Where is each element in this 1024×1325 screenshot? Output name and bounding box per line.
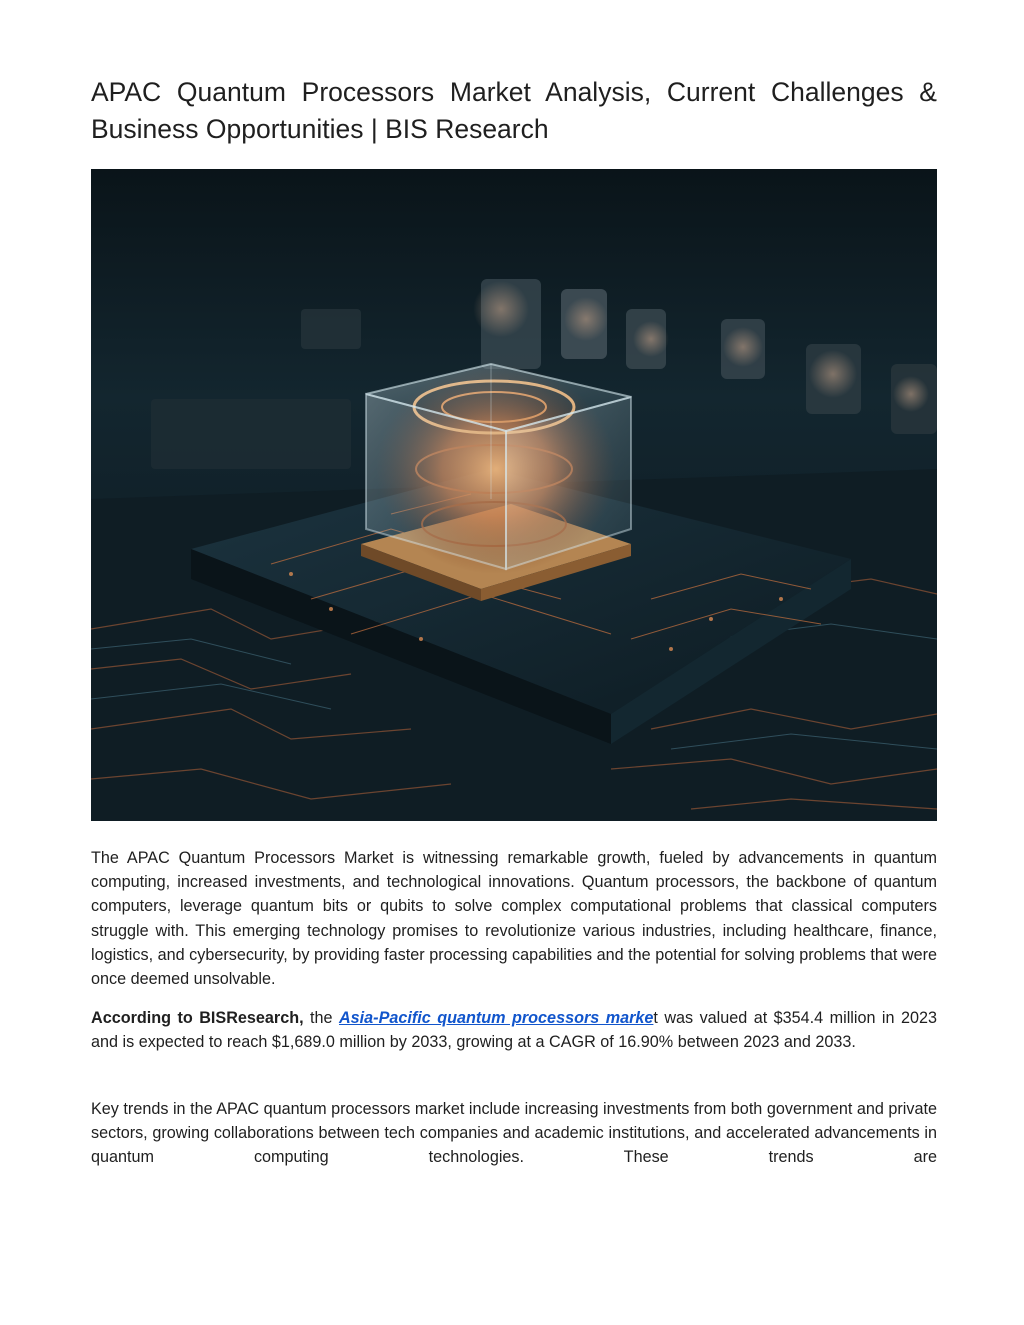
quantum-processor-chip-icon bbox=[91, 169, 937, 821]
hero-image bbox=[91, 169, 937, 821]
document-page bbox=[91, 74, 937, 1167]
stats-lead: According to BISResearch, bbox=[91, 1009, 304, 1027]
stats-pre-link: the bbox=[303, 1009, 339, 1027]
intro-paragraph: The APAC Quantum Processors Market is witnessing remarkable growth, fueled by advancements in quantum computing, increased investments, and technological innovations. Quantum processors, the backbone of quantum computers, leverage quantum bits or qubits to solve complex computational problems that classical computers struggle with. This emerging technology promises to revolutionize various industries, including healthcare, finance, logistics, and cybersecurity, by providing faster processing capabilities and the potential for solving problems that were once deemed unsolvable. bbox=[91, 849, 937, 989]
stats-paragraph bbox=[91, 1006, 937, 1054]
document-title: APAC Quantum Processors Market Analysis, Current Challenges & Business Opportunities | BIS Research bbox=[91, 77, 937, 144]
stats-post-link: t was valued at $354.4 million in 2023 and is expected to reach $1,689.0 million by 2033, growing at a CAGR of 16.90% between 2023 and 2033. bbox=[91, 1009, 937, 1052]
market-report-link[interactable]: Asia-Pacific quantum processors marke bbox=[338, 1009, 654, 1027]
trends-paragraph: Key trends in the APAC quantum processors market include increasing investments from both government and private sectors, growing collaborations between tech companies and academic institutions, and accelerated advancements in quantum computing technologies. These trends are bbox=[91, 1100, 937, 1167]
